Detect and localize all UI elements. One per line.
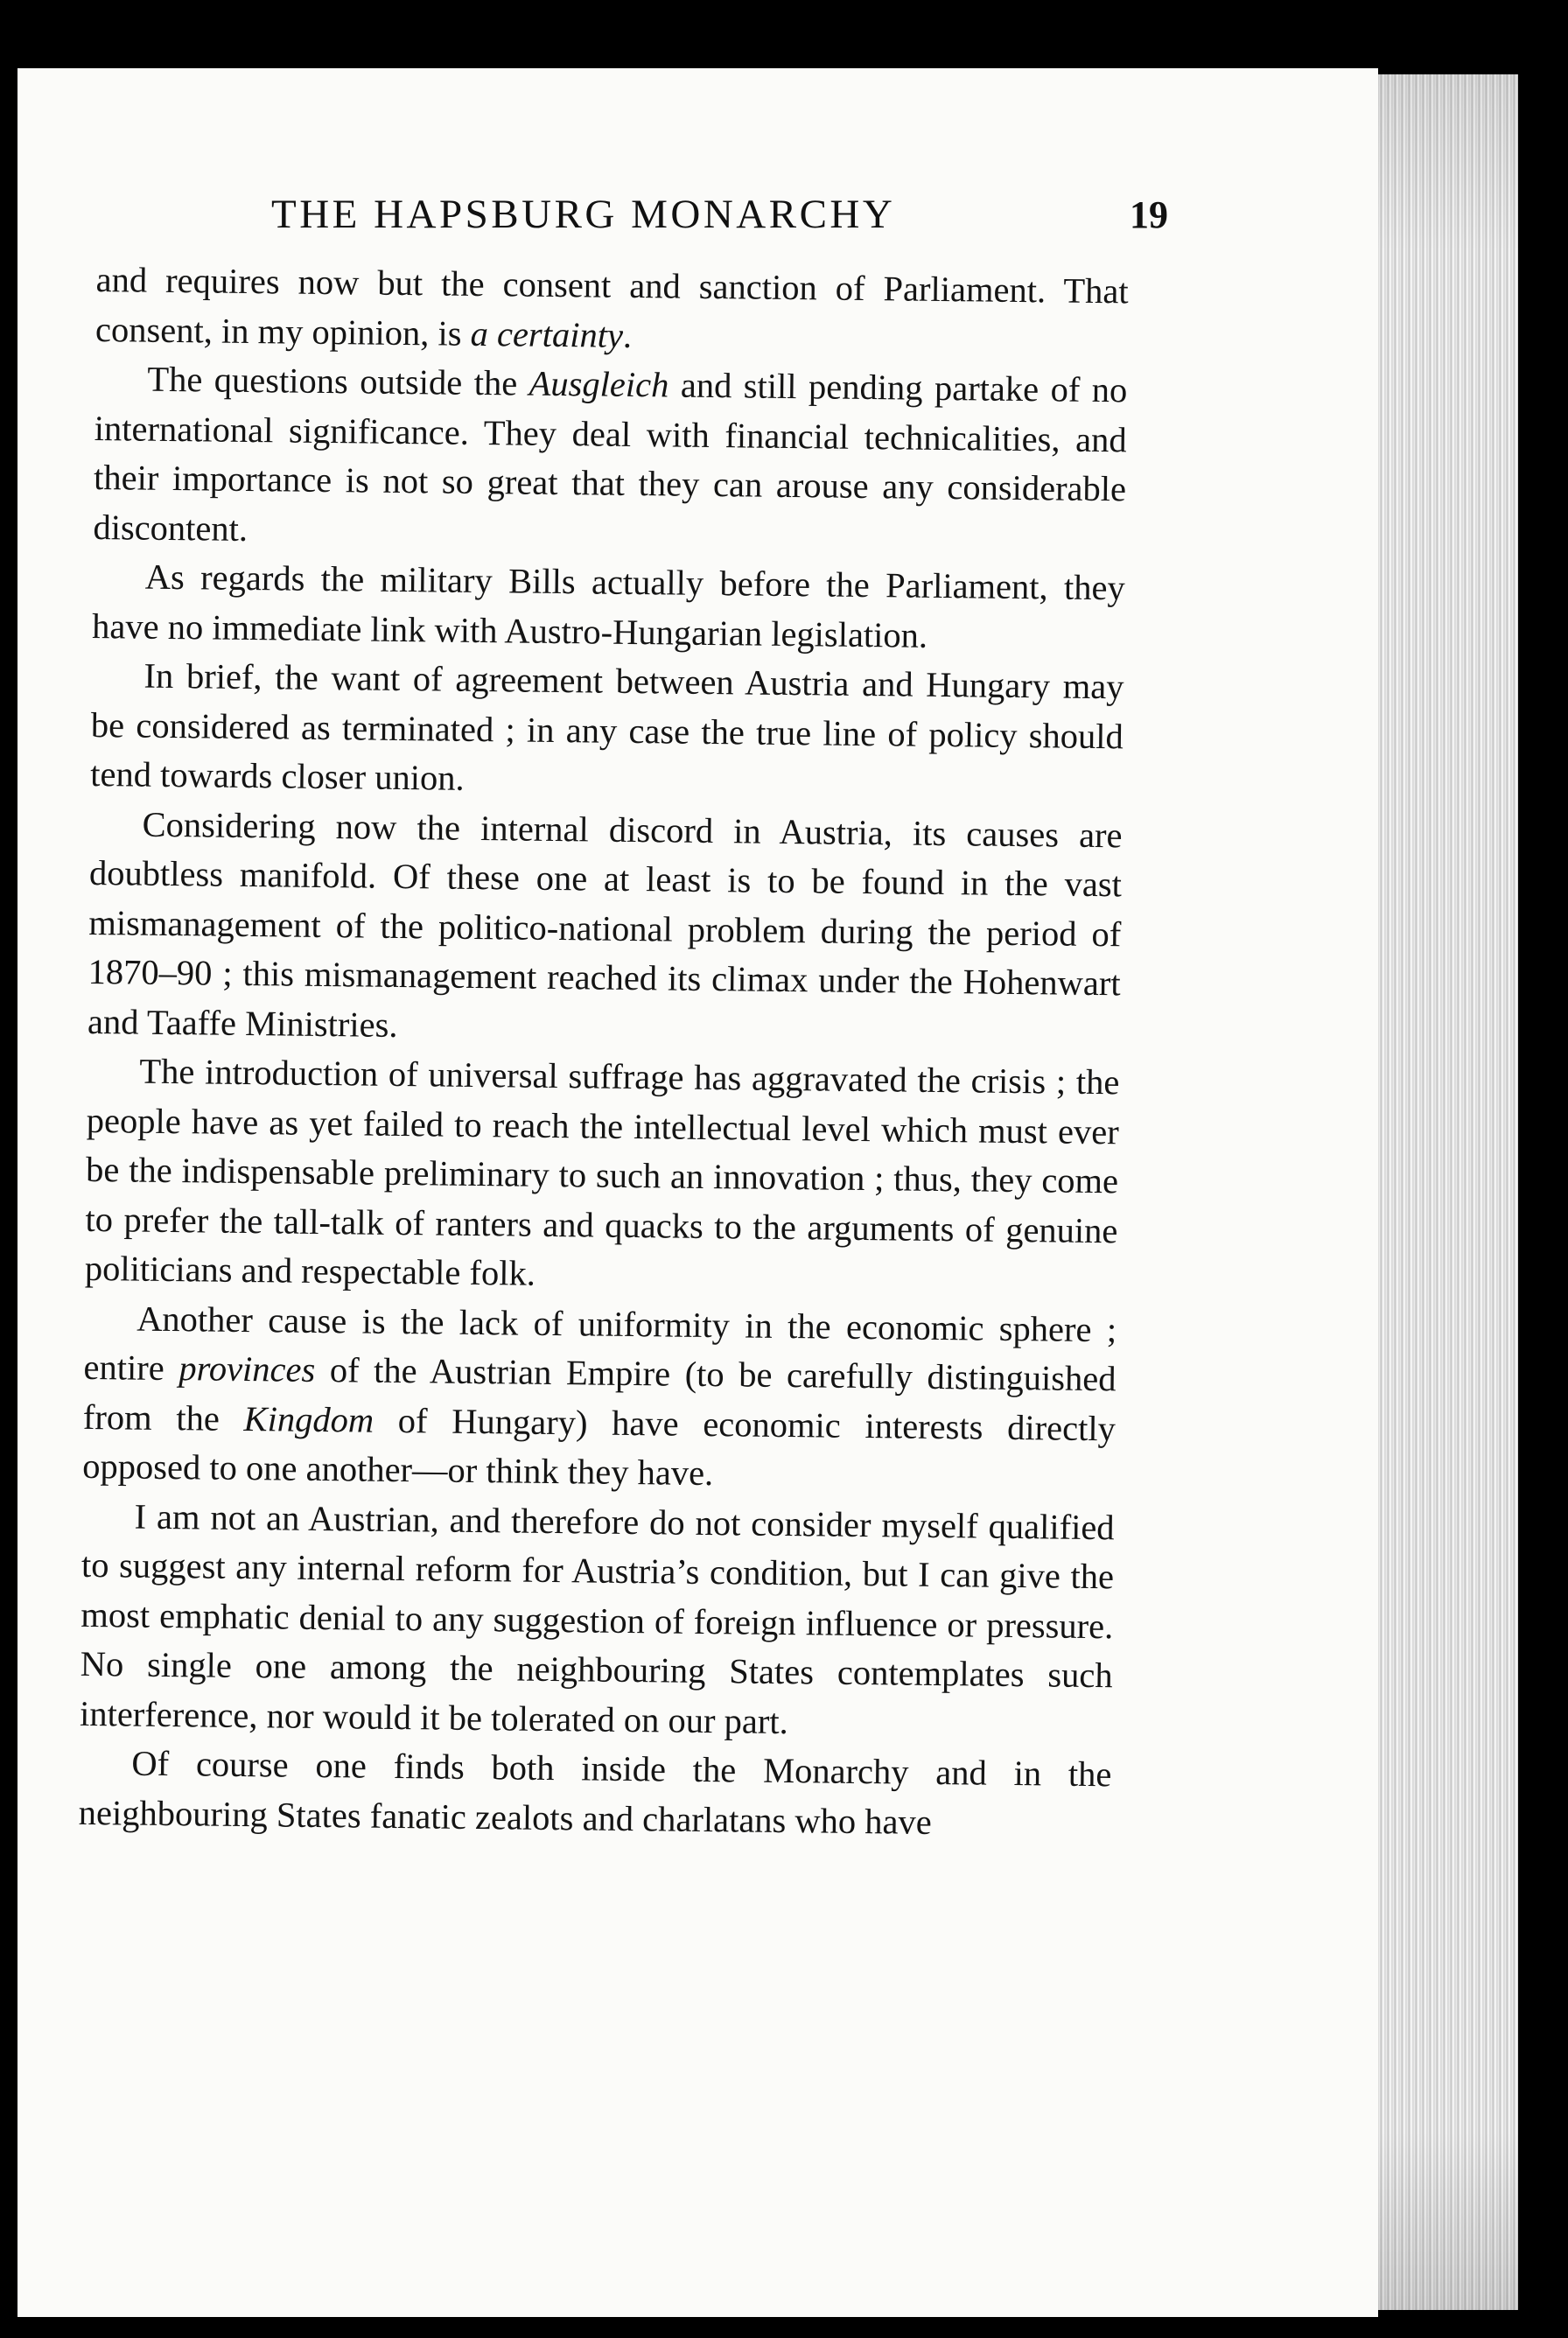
page-header	[271, 191, 1168, 243]
paragraph: The questions outside the Ausgleich and still pending partake of no international significance. They deal with financial technicalities, and their importance is not so great that they can arouse any considerable discontent.	[93, 359, 1128, 549]
paragraph: As regards the military Bills actually before the Parliament, they have no immediate link with Austro-Hungarian legislation.	[91, 556, 1126, 655]
paragraph: The introduction of universal suffrage has aggravated the crisis ; the people have as yet failed to reach the intellectual level which must ever be the indispensable preliminary to such an innovation ; thus, they come to prefer the tall-talk of ranters and quacks to the arguments of genuine politicians and respectable folk.	[84, 1051, 1120, 1293]
paragraph: Another cause is the lack of uniformity in the economic sphere ; entire provinces of the Austrian Empire (to be carefully distinguished from the Kingdom of Hungary) have economic interests directly opposed to one another—or think they have.	[82, 1298, 1117, 1494]
paragraph: I am not an Austrian, and therefore do not consider myself qualified to suggest any internal reform for Austria’s condition, but I can give the most emphatic denial to any suggestion of foreign influence or pressure. No single one among the neighbouring States contemplates such interference, nor would it be tolerated on our part.	[79, 1496, 1115, 1741]
body-text	[78, 256, 1128, 1849]
paragraph: and requires now but the consent and sanction of Parliament. That consent, in my opinion, is a certainty.	[94, 259, 1129, 355]
page-number: 19	[1130, 193, 1168, 236]
running-title: THE HAPSBURG MONARCHY	[271, 192, 896, 237]
paragraph: In brief, the want of agreement between Austria and Hungary may be considered as terminated ; in any case the true line of policy should tend towards closer union.	[90, 655, 1124, 798]
paragraph: Considering now the internal discord in Austria, its causes are doubtless manifold. Of these one at least is to be found in the vast mismanagement of the politico-national problem during the period of 1870–90 ; this mismanagement reached its climax under the Hohenwart and Taaffe Ministries.	[87, 804, 1123, 1045]
paragraph: Of course one finds both inside the Monarchy and in the neighbouring States fanatic zealots and charlatans who have	[78, 1743, 1112, 1842]
page-edges	[1378, 74, 1518, 2310]
